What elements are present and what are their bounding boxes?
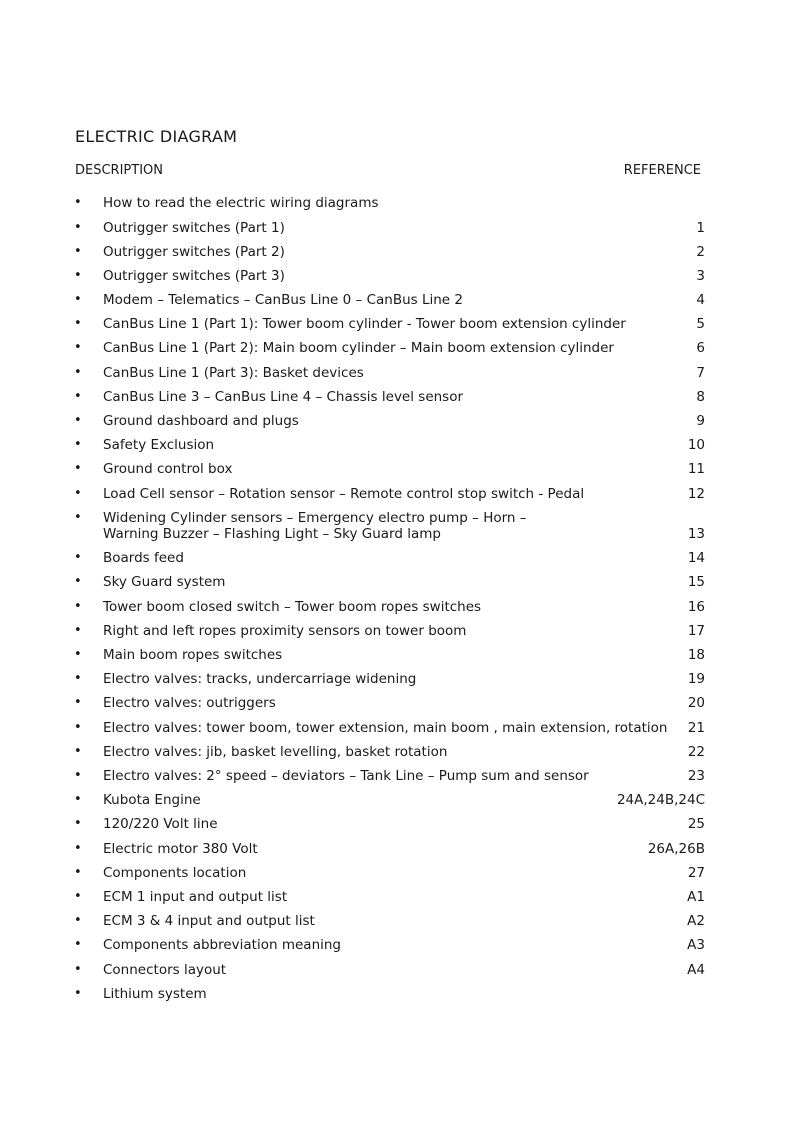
item-description xyxy=(103,550,673,566)
item-description-line: Warning Buzzer – Flashing Light – Sky Guard lamp xyxy=(103,526,441,542)
item-reference: 17 xyxy=(687,623,705,639)
item-description-line: Electro valves: outriggers xyxy=(103,695,276,711)
item-description-line: Tower boom closed switch – Tower boom ropes switches xyxy=(103,599,482,615)
item-reference: A1 xyxy=(687,889,705,905)
bullet-point: • xyxy=(74,316,82,331)
bullet-point: • xyxy=(74,744,82,759)
item-description-line: Electro valves: tracks, undercarriage widening xyxy=(103,671,417,687)
item-reference: 1 xyxy=(696,220,705,236)
bullet-point: • xyxy=(74,195,82,210)
item-reference: 23 xyxy=(687,768,705,784)
item-description-line: Electro valves: tower boom, tower extension, main boom , main extension, rotation xyxy=(103,720,668,736)
item-description xyxy=(103,792,673,808)
item-description xyxy=(103,486,673,502)
item-description xyxy=(103,720,673,736)
item-reference: 13 xyxy=(687,526,705,542)
bullet-point: • xyxy=(74,437,82,452)
bullet-point: • xyxy=(74,913,82,928)
bullet-point: • xyxy=(74,550,82,565)
item-description xyxy=(103,413,673,429)
item-description-line: Outrigger switches (Part 3) xyxy=(103,268,285,284)
bullet-point: • xyxy=(74,413,82,428)
item-description xyxy=(103,599,673,615)
item-description-line: Lithium system xyxy=(103,986,207,1002)
item-reference: 10 xyxy=(687,437,705,453)
bullet-point: • xyxy=(74,792,82,807)
bullet-point: • xyxy=(74,647,82,662)
item-description-line: Widening Cylinder sensors – Emergency electro pump – Horn – xyxy=(103,510,527,526)
item-description xyxy=(103,574,673,590)
item-description-line: Safety Exclusion xyxy=(103,437,215,453)
bullet-point: • xyxy=(74,510,82,525)
item-reference: A3 xyxy=(687,937,705,953)
item-reference: 19 xyxy=(687,671,705,687)
item-description-line: Sky Guard system xyxy=(103,574,226,590)
bullet-point: • xyxy=(74,671,82,686)
item-description-line: ECM 3 & 4 input and output list xyxy=(103,913,315,929)
item-description-line: How to read the electric wiring diagrams xyxy=(103,195,379,211)
item-description xyxy=(103,841,673,857)
item-description-line: Components location xyxy=(103,865,247,881)
item-description xyxy=(103,816,673,832)
item-reference: 15 xyxy=(687,574,705,590)
item-reference: 18 xyxy=(687,647,705,663)
bullet-point: • xyxy=(74,816,82,831)
item-reference: 20 xyxy=(687,695,705,711)
item-description-line: CanBus Line 1 (Part 2): Main boom cylinder – Main boom extension cylinder xyxy=(103,340,614,356)
item-description-line: Outrigger switches (Part 1) xyxy=(103,220,285,236)
item-description xyxy=(103,865,673,881)
bullet-point: • xyxy=(74,389,82,404)
item-description-line: Connectors layout xyxy=(103,962,227,978)
item-description-line: Main boom ropes switches xyxy=(103,647,283,663)
item-description xyxy=(103,195,673,211)
item-description-line: Ground control box xyxy=(103,461,233,477)
item-description-line: Load Cell sensor – Rotation sensor – Remote control stop switch - Pedal xyxy=(103,486,585,502)
item-description-line: Ground dashboard and plugs xyxy=(103,413,299,429)
bullet-point: • xyxy=(74,244,82,259)
item-description-line: Electro valves: jib, basket levelling, basket rotation xyxy=(103,744,448,760)
bullet-point: • xyxy=(74,841,82,856)
bullet-point: • xyxy=(74,268,82,283)
item-description xyxy=(103,671,673,687)
bullet-point: • xyxy=(74,461,82,476)
bullet-point: • xyxy=(74,986,82,1001)
item-reference: 27 xyxy=(687,865,705,881)
item-reference: 16 xyxy=(687,599,705,615)
item-reference: 4 xyxy=(696,292,705,308)
bullet-point: • xyxy=(74,599,82,614)
item-description xyxy=(103,461,673,477)
item-description-line: 120/220 Volt line xyxy=(103,816,218,832)
item-description-line: Modem – Telematics – CanBus Line 0 – CanBus Line 2 xyxy=(103,292,463,308)
bullet-point: • xyxy=(74,937,82,952)
bullet-point: • xyxy=(74,486,82,501)
item-description xyxy=(103,986,673,1002)
item-reference: 8 xyxy=(696,389,705,405)
item-reference: 2 xyxy=(696,244,705,260)
item-reference: 25 xyxy=(687,816,705,832)
item-reference: 21 xyxy=(687,720,705,736)
bullet-point: • xyxy=(74,768,82,783)
item-reference: 11 xyxy=(687,461,705,477)
item-description xyxy=(103,389,673,405)
item-reference: 26A,26B xyxy=(647,841,705,857)
item-reference: A2 xyxy=(687,913,705,929)
item-reference: 3 xyxy=(696,268,705,284)
item-description xyxy=(103,695,673,711)
item-description-line: Boards feed xyxy=(103,550,184,566)
item-description xyxy=(103,244,673,260)
item-description-line: CanBus Line 3 – CanBus Line 4 – Chassis level sensor xyxy=(103,389,464,405)
item-description-line: CanBus Line 1 (Part 3): Basket devices xyxy=(103,365,364,381)
item-description xyxy=(103,316,673,332)
description-column-header: DESCRIPTION xyxy=(75,163,163,178)
item-reference: 22 xyxy=(687,744,705,760)
bullet-point: • xyxy=(74,889,82,904)
item-reference: 12 xyxy=(687,486,705,502)
bullet-point: • xyxy=(74,365,82,380)
item-description xyxy=(103,768,673,784)
item-description-line: Kubota Engine xyxy=(103,792,201,808)
item-description xyxy=(103,220,673,236)
item-description xyxy=(103,889,673,905)
item-description xyxy=(103,437,673,453)
item-description xyxy=(103,913,673,929)
item-description-line: Outrigger switches (Part 2) xyxy=(103,244,285,260)
item-description-line: CanBus Line 1 (Part 1): Tower boom cylinder - Tower boom extension cylinder xyxy=(103,316,626,332)
item-description xyxy=(103,365,673,381)
item-description xyxy=(103,340,673,356)
item-description xyxy=(103,292,673,308)
bullet-point: • xyxy=(74,220,82,235)
item-description xyxy=(103,937,673,953)
bullet-point: • xyxy=(74,574,82,589)
item-reference: 5 xyxy=(696,316,705,332)
bullet-point: • xyxy=(74,962,82,977)
item-description-line: ECM 1 input and output list xyxy=(103,889,288,905)
item-reference: A4 xyxy=(687,962,705,978)
bullet-point: • xyxy=(74,695,82,710)
item-description xyxy=(103,268,673,284)
bullet-point: • xyxy=(74,340,82,355)
item-description xyxy=(103,647,673,663)
item-description xyxy=(103,744,673,760)
reference-column-header: REFERENCE xyxy=(623,163,701,178)
page-title: ELECTRIC DIAGRAM xyxy=(75,127,238,146)
item-description-line: Components abbreviation meaning xyxy=(103,937,341,953)
item-description xyxy=(103,962,673,978)
item-reference: 7 xyxy=(696,365,705,381)
item-description-line: Right and left ropes proximity sensors on tower boom xyxy=(103,623,467,639)
item-reference: 9 xyxy=(696,413,705,429)
item-reference: 24A,24B,24C xyxy=(616,792,705,808)
bullet-point: • xyxy=(74,292,82,307)
item-reference: 14 xyxy=(687,550,705,566)
item-description-line: Electro valves: 2° speed – deviators – Tank Line – Pump sum and sensor xyxy=(103,768,589,784)
item-description-line: Electric motor 380 Volt xyxy=(103,841,258,857)
item-description xyxy=(103,623,673,639)
item-reference: 6 xyxy=(696,340,705,356)
item-description xyxy=(103,510,673,542)
bullet-point: • xyxy=(74,720,82,735)
bullet-point: • xyxy=(74,865,82,880)
bullet-point: • xyxy=(74,623,82,638)
